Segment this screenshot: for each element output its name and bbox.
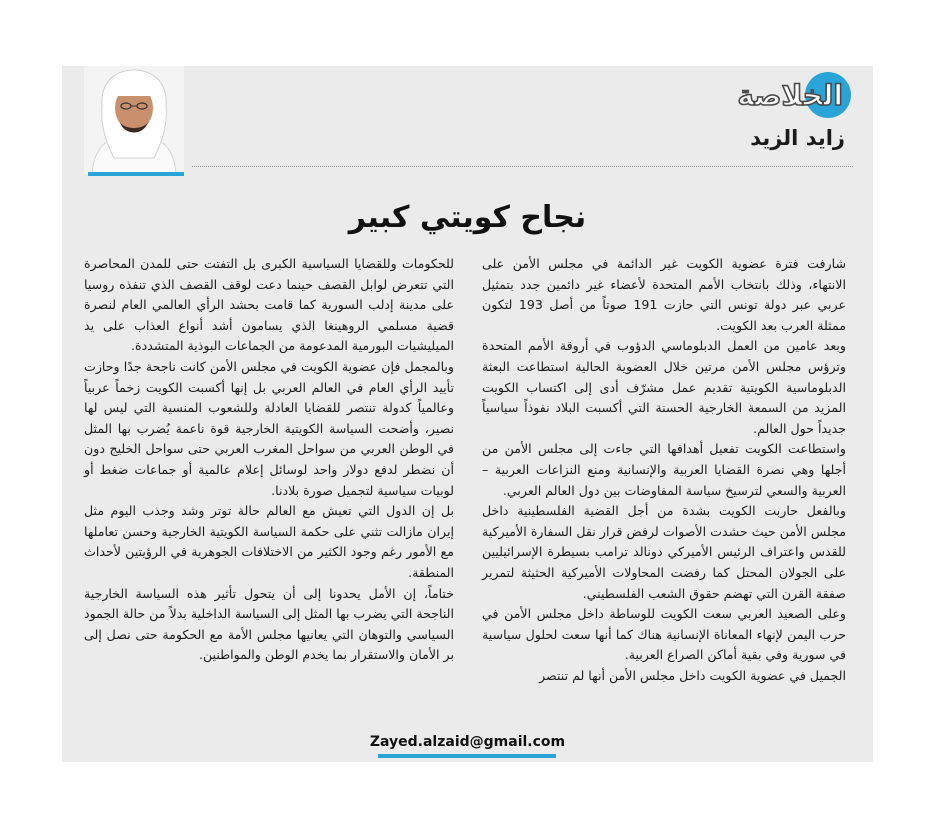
article-column-left xyxy=(84,254,454,666)
author-name: زايد الزيد xyxy=(750,126,845,150)
paragraph: الجميل في عضوية الكويت داخل مجلس الأمن أنها لم تنتصر xyxy=(539,667,846,683)
paragraph: وعلى الصعيد العربي سعت الكويت للوساطة داخل مجلس الأمن في حرب اليمن لإنهاء المعاناة الإنسانية هناك كما أنها سعت لحلول سياسية في سورية وفي بقية أماكن الصراع العربية. xyxy=(482,606,846,663)
article-title: نجاح كويتي كبير xyxy=(348,200,587,235)
article-column-right xyxy=(482,254,846,686)
paragraph: وبالمجمل فإن عضوية الكويت في مجلس الأمن كانت ناجحة جدًا وحازت تأييد الرأي العام في العالم العربي بل إنها أكسبت الكويت زخماً عربياً وعالمياً كدولة تنتصر للقضايا العادلة وللشعوب المنسية التي ليس لها نصير، وأضحت السياسة الكويتية الخارجية قوة ناعمة يُضرب بها المثل في الوطن العربي من سواحل المغرب العربي حتى سواحل الخليج دون أن نضطر لدفع دولار واحد لوسائل إعلام عالمية أو جماعات ضغط أو لوبيات سياسية لتجميل صورة بلادنا. xyxy=(84,358,454,498)
paragraph: شارفت فترة عضوية الكويت غير الدائمة في مجلس الأمن على الانتهاء، وذلك بانتخاب الأمم المتحدة لأعضاء غير دائمين جدد بتمثيل عربي عبر دولة تونس التي حازت 191 صوتاً من أصل 193 لتكون ممثلة العرب بعد الكويت. xyxy=(482,256,846,333)
paragraph: بل إن الدول التي تعيش مع العالم حالة توتر وشد وجذب اليوم مثل إيران مازالت تثني على حكمة السياسة الكويتية الخارجية وحسن تعاملها مع الأمور رغم وجود الكثير من الاختلافات الجوهرية في الرؤيتين لأحداث المنطقة. xyxy=(84,503,454,580)
article-page xyxy=(62,66,873,762)
badge-label: الخلاصة xyxy=(737,79,843,112)
header-divider xyxy=(192,166,853,167)
paragraph: ختاماً، إن الأمل يحدونا إلى أن يتحول تأثير هذه السياسة الخارجية الناجحة التي يضرب بها المثل إلى السياسة الداخلية بدلاً من حالة الجمود السياسي والتوهان التي يعانيها مجلس الأمة مع الحكومة حتى نصل إلى بر الأمان والاستقرار بما يخدم الوطن والمواطنين. xyxy=(84,585,454,663)
photo-accent-bar xyxy=(88,172,184,176)
column-badge xyxy=(701,72,851,118)
paragraph: وبالفعل حاربت الكويت بشدة من أجل القضية الفلسطينية داخل مجلس الأمن حيث حشدت الأصوات لرفض قرار نقل السفارة الأميركية للقدس واعتراف الرئيس الأميركي دونالد ترامب بسيطرة الإسرائيليين على الجولان المحتل كما رفضت المحاولات الأميركية الحثيثة لتمرير صفقة القرن التي تهضم حقوق الشعب الفلسطيني. xyxy=(482,503,846,601)
author-portrait-icon xyxy=(84,66,184,174)
paragraph: وبعد عامين من العمل الدبلوماسي الدؤوب في أروقة الأمم المتحدة وترؤس مجلس الأمن مرتين خلال العضوية الحالية استطاعت البعثة الدبلوماسية الكويتية تقديم عمل مشرّف أدى إلى اكتساب الكويت المزيد من السمعة الخارجية الحسنة التي أكسبت البلاد نفوذاً سياسياً جديداً حول العالم. xyxy=(482,338,846,436)
author-email[interactable]: Zayed.alzaid@gmail.com xyxy=(369,734,566,750)
author-photo xyxy=(84,66,184,174)
paragraph: واستطاعت الكويت تفعيل أهدافها التي جاءت إلى مجلس الأمن من أجلها وهي نصرة القضايا العربية والإنسانية ومنع النزاعات العربية – العربية والسعي لترسيخ سياسة المفاوضات بين دول العالم العربي. xyxy=(482,441,846,498)
email-accent-bar xyxy=(378,754,556,758)
paragraph: للحكومات وللقضايا السياسية الكبرى بل التفتت حتى للمدن المحاصرة التي تتعرض لوابل القصف حينما دعت لوقف القصف الذي تنفذه روسيا على مدينة إدلب السورية كما قامت بحشد الرأي العالمي العام لنصرة قضية مسلمي الروهينغا الذي يسامون أشد أنواع العذاب على يد الميليشيات البورمية المدعومة من الجماعات البوذية المتشددة. xyxy=(84,256,454,354)
